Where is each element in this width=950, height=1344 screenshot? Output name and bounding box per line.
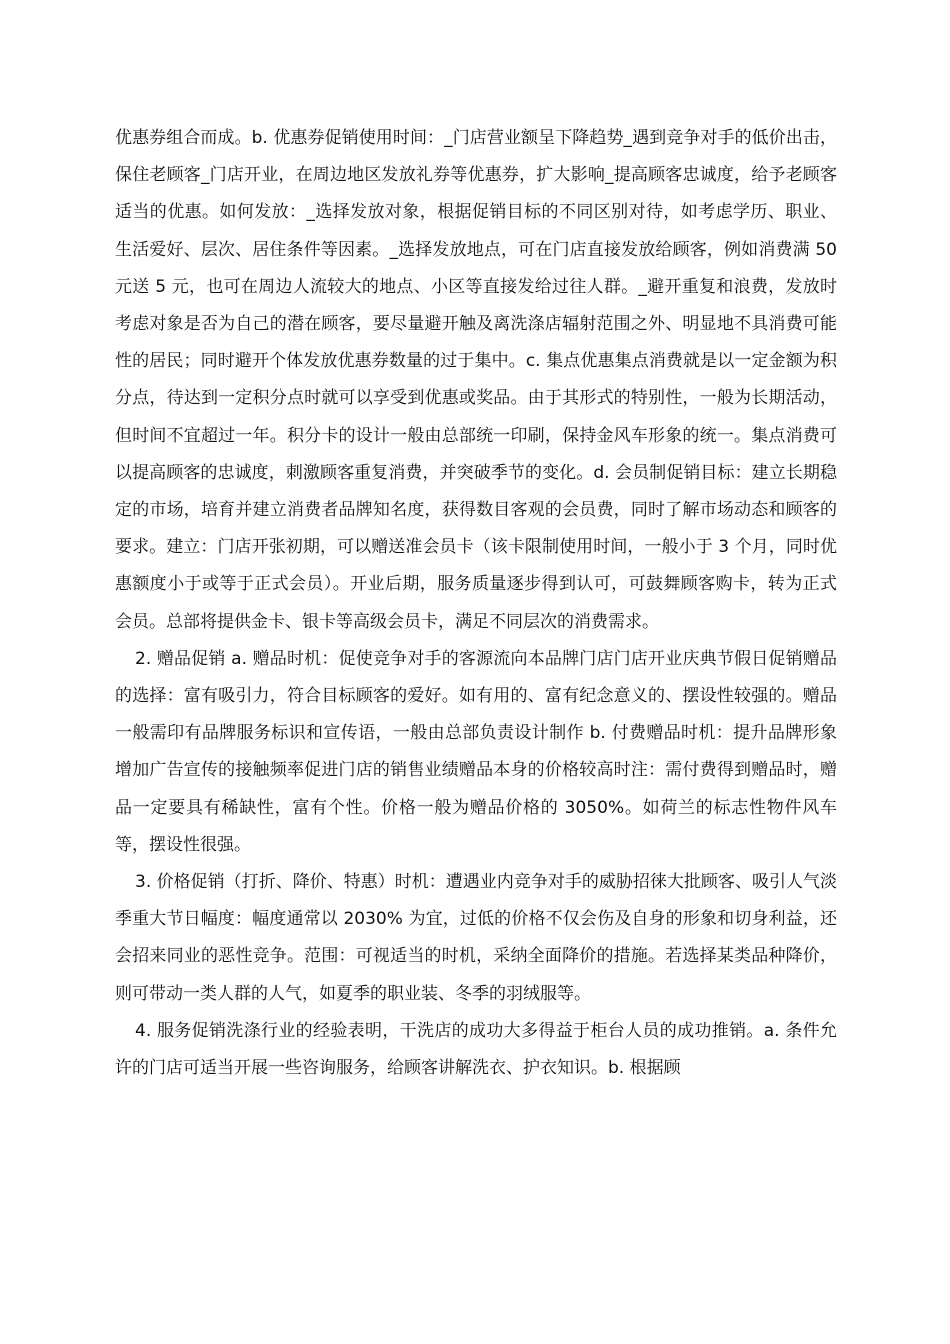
paragraph-price-promotion: 3. 价格促销（打折、降价、特惠）时机：遭遇业内竞争对手的威胁招徕大批顾客、吸引人气淡季重大节日幅度：幅度通常以 2030% 为宜，过低的价格不仅会伤及自身的形象和切身利益，还会招来同业的恶性竞争。范围：可视适当的时机，采纳全面降价的措施。若选择某类品种降价，则可带动一类人群的人气，如夏季的职业装、冬季的羽绒服等。 [115, 872, 837, 1004]
document-body [115, 120, 837, 1087]
paragraph-coupon-promotion: 优惠券组合而成。b. 优惠券促销使用时间：_门店营业额呈下降趋势_遇到竞争对手的低价出击，保住老顾客_门店开业，在周边地区发放礼券等优惠券，扩大影响_提高顾客忠诚度，给予老顾客适当的优惠。如何发放：_选择发放对象，根据促销目标的不同区别对待，如考虑学历、职业、生活爱好、层次、居住条件等因素。_选择发放地点，可在门店直接发放给顾客，例如消费满 50 元送 5 元，也可在周边人流较大的地点、小区等直接发给过往人群。_避开重复和浪费，发放时考虑对象是否为自己的潜在顾客，要尽量避开触及离洗涤店辐射范围之外、明显地不具消费可能性的居民；同时避开个体发放优惠券数量的过于集中。c. 集点优惠集点消费就是以一定金额为积分点，待达到一定积分点时就可以享受到优惠或奖品。由于其形式的特别性，一般为长期活动，但时间不宜超过一年。积分卡的设计一般由总部统一印刷，保持金风车形象的统一。集点消费可以提高顾客的忠诚度，刺激顾客重复消费，并突破季节的变化。d. 会员制促销目标：建立长期稳定的市场，培育并建立消费者品牌知名度，获得数目客观的会员费，同时了解市场动态和顾客的要求。建立：门店开张初期，可以赠送准会员卡（该卡限制使用时间，一般小于 3 个月，同时优惠额度小于或等于正式会员）。开业后期，服务质量逐步得到认可，可鼓舞顾客购卡，转为正式会员。总部将提供金卡、银卡等高级会员卡，满足不同层次的消费需求。 [115, 128, 837, 632]
paragraph-gift-promotion: 2. 赠品促销 a. 赠品时机：促使竞争对手的客源流向本品牌门店门店开业庆典节假日促销赠品的选择：富有吸引力，符合目标顾客的爱好。如有用的、富有纪念意义的、摆设性较强的。赠品一般需印有品牌服务标识和宣传语，一般由总部负责设计制作 b. 付费赠品时机：提升品牌形象增加广告宣传的接触频率促进门店的销售业绩赠品本身的价格较高时注：需付费得到赠品时，赠品一定要具有稀缺性，富有个性。价格一般为赠品价格的 3050%。如荷兰的标志性物件风车等，摆设性很强。 [115, 648, 837, 855]
paragraph-service-promotion: 4. 服务促销洗涤行业的经验表明，干洗店的成功大多得益于柜台人员的成功推销。a. 条件允许的门店可适当开展一些咨询服务，给顾客讲解洗衣、护衣知识。b. 根据顾 [115, 1020, 837, 1079]
